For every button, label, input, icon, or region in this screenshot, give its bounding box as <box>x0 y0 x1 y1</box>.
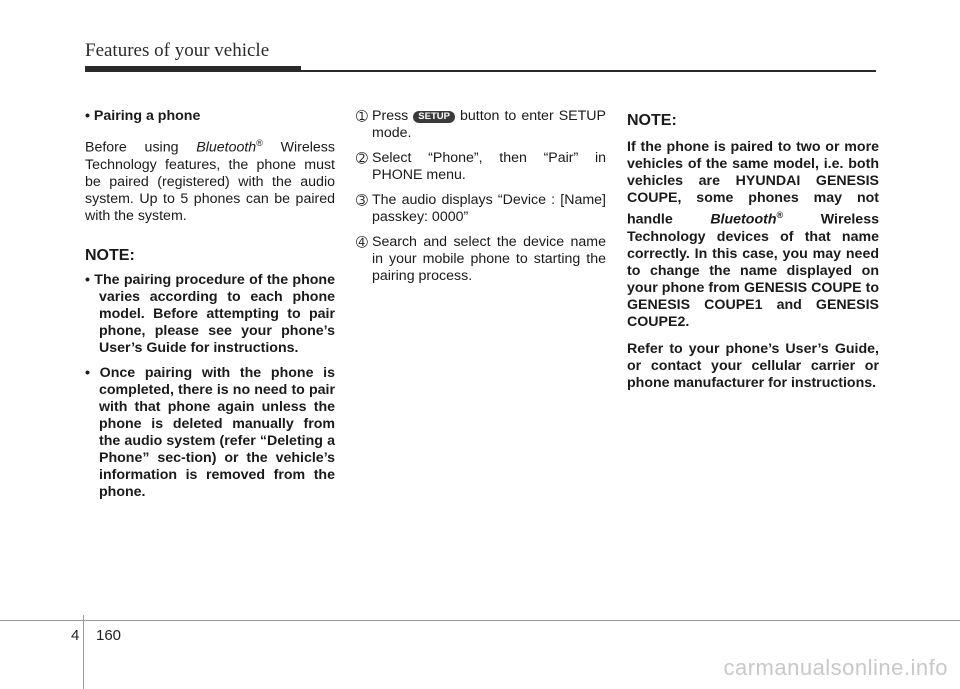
note-paragraph: Refer to your phone’s User’s Guide, or contact your cellular carrier or phone manufacturer for instructions. <box>627 340 879 391</box>
step-text <box>372 108 606 142</box>
note-heading: NOTE: <box>85 246 135 264</box>
bluetooth-brand: Bluetooth <box>710 211 777 228</box>
registered-mark: ® <box>776 210 784 220</box>
step-text: Select “Phone”, then “Pair” in PHONE menu. <box>372 150 606 183</box>
step-text-post: button to enter SETUP mode. <box>372 108 606 141</box>
step-text: Search and select the device name in your mobile phone to starting the pairing process. <box>372 234 606 284</box>
note-bullet: • The pairing procedure of the phone varies according to each phone model. Before attempting to pair phone, please see your phone’s User’s Guide for instructions. <box>85 271 335 356</box>
footer-divider <box>83 615 84 689</box>
step-item <box>356 192 606 226</box>
step-item <box>356 234 606 285</box>
step-number: ➁ <box>356 150 368 166</box>
page-number: 160 <box>96 627 122 644</box>
step-text-pre: Press <box>372 108 414 124</box>
footer-rule <box>0 620 960 621</box>
step-number: ➃ <box>356 234 368 250</box>
step-text: The audio displays “Device : [Name] passkey: 0000” <box>372 192 606 225</box>
note-heading: NOTE: <box>627 112 677 129</box>
chapter-number: 4 <box>71 627 80 644</box>
step-item <box>356 150 606 184</box>
note-paragraph <box>627 139 879 331</box>
header-rule-thin <box>300 70 876 72</box>
bluetooth-brand: Bluetooth <box>196 139 257 156</box>
note-bullet: • Once pairing with the phone is completed, there is no need to pair with that phone again unless the phone is deleted manually from the audio system (refer “Deleting a Phone” sec-tion) or the vehicle’s information is removed from the phone. <box>85 364 335 500</box>
column-right <box>627 108 879 402</box>
header-rule-thick <box>85 66 301 72</box>
intro-paragraph <box>85 135 335 225</box>
watermark: carmanualsonline.info <box>723 655 948 680</box>
intro-text-a: Before using <box>85 139 197 156</box>
step-number: ➀ <box>356 108 368 124</box>
note-text-a: If the phone is paired to two or more vehicles of the same model, i.e. both vehicles are HYUNDAI GENESIS COUPE, some phones may not handle <box>627 139 879 228</box>
step-number: ➂ <box>356 192 368 208</box>
registered-mark: ® <box>256 138 263 148</box>
note-text-b: Wireless Technology devices of that name correctly. In this case, you may need to change the name displayed on your phone from GENESIS COUPE to GENESIS COUPE1 and GENESIS COUPE2. <box>627 211 879 330</box>
page-header-title: Features of your vehicle <box>85 40 270 61</box>
intro-text-b: Wireless Technology features, the phone must be paired (registered) with the audio system. Up to 5 phones can be paired with the system. <box>85 139 335 224</box>
section-heading: • Pairing a phone <box>85 108 201 124</box>
step-item <box>356 108 606 142</box>
setup-button-badge: SETUP <box>413 111 455 123</box>
column-middle <box>356 108 606 293</box>
column-left <box>85 108 335 509</box>
